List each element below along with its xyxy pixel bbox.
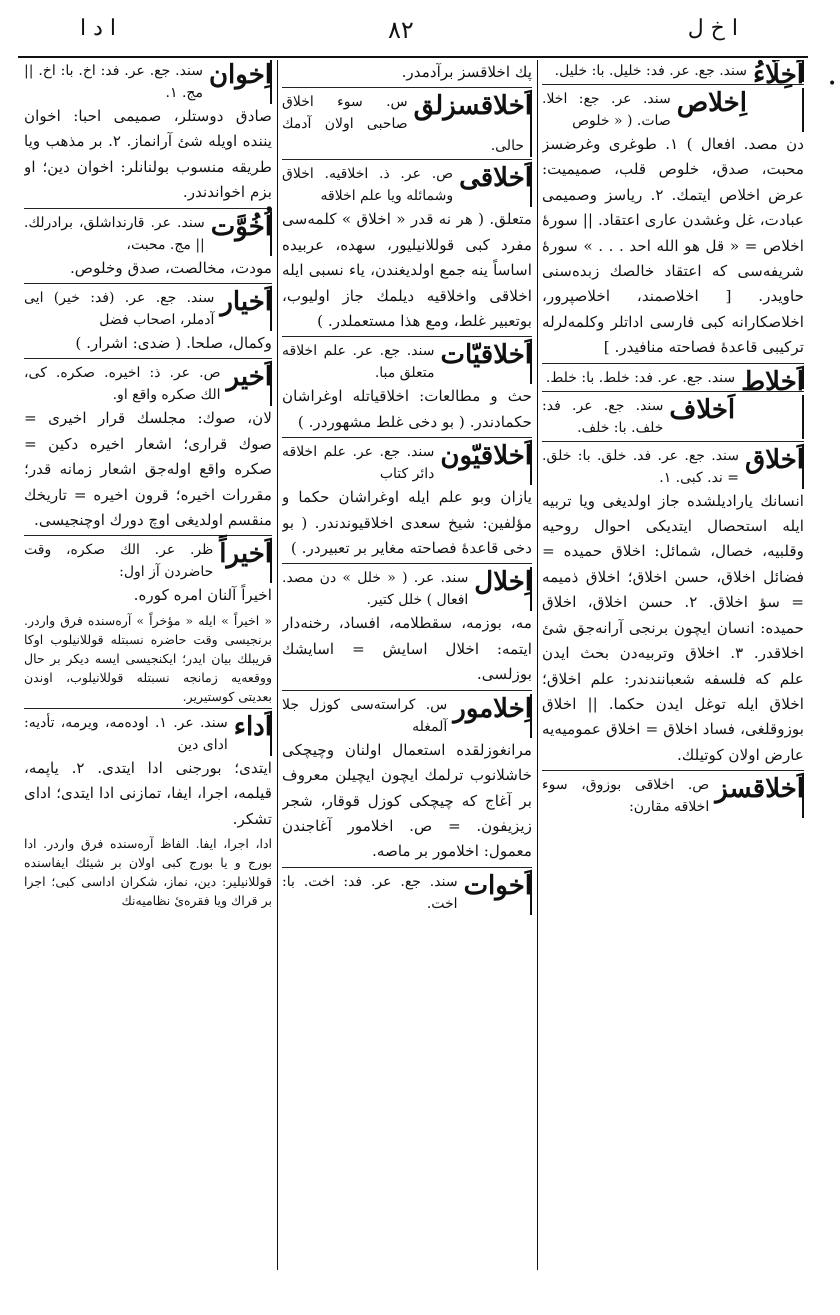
- entry-definition: اخيراً آلنان امره كوره.: [133, 586, 272, 605]
- page-header: [18, 6, 808, 58]
- dictionary-entry: [542, 395, 804, 442]
- dictionary-entry: [24, 712, 272, 912]
- entry-etymology: سند. جع. عر. فد: خلط. با: خلط.: [542, 367, 804, 389]
- entry-definition: ايتدى؛ بورجنى ادا ايتدى. ۲. ياپمه، قيلمه، اجرا، ايفا، تمازنى ادا ايتدى؛ اداى تشكر.: [24, 758, 272, 828]
- dictionary-entry: [282, 441, 532, 564]
- entry-etymology: ص. عر. ذ: اخيره. صكره. كى، الك صكره واقع او.: [24, 362, 272, 406]
- dictionary-entry: [282, 60, 532, 88]
- entry-etymology: سند. عر. ۱. اوده‌مه، ويرمه، تأديه: اداى دين: [24, 712, 272, 756]
- entry-definition: مه، بوزمه، سقطلامه، افساد، رخنه‌دار ايتمه: اخلال اسايش = اسايشك بوزلسى.: [282, 614, 532, 684]
- dictionary-entry: [282, 163, 532, 337]
- dictionary-entry: [542, 366, 804, 397]
- header-left-letters: ا د ا: [80, 16, 117, 41]
- entry-etymology: سند. جع. عر. علم اخلاقه دائر كتاب: [282, 441, 532, 485]
- entry-etymology: سند. جع. عر. (فد: خير) ايى آدملر، اصحاب فضل: [24, 287, 272, 331]
- entry-headword: اَخيار: [220, 287, 272, 318]
- entry-headword: اَخِلّاءُ: [752, 60, 804, 90]
- entry-headword: اَخلاقيّون: [440, 441, 532, 472]
- dictionary-entry: [24, 362, 272, 536]
- page-number: ۸۲: [388, 16, 414, 44]
- entry-etymology: ص. عر. ذ. اخلاقيه. اخلاق وشمائله ويا علم اخلاقه: [282, 163, 532, 207]
- dictionary-entry: [24, 287, 272, 359]
- column-left: [24, 60, 272, 1275]
- entry-etymology: سند. جع. عر. فد. خلق. با: خلق. = ند. كبى. ۱.: [542, 445, 804, 489]
- entry-etymology: سند. عر. قارنداشلق، برادرلك. || مج. محبت،: [24, 212, 272, 256]
- entry-headword: اِخلامور: [453, 693, 532, 724]
- entry-etymology: سند. عر. جع: اخلا. صات. ( « خلوص: [542, 88, 804, 132]
- entry-usage-note: « اخيراً » ايله « مؤخراً » آره‌سنده فرق واردر. برنجيسى وقت حاضره نسبتله قوللانيلوب اوكا قريبلك بيان ايدر؛ ايكنجيسى ايسه ديكر بر حال ووقعه‌يه زمانجه نسبتله قوللانيلوب، اوندن بعديتى كوستيرير.: [24, 612, 272, 704]
- dictionary-entry: [282, 91, 532, 160]
- entry-headword: اُخُوَّت: [210, 211, 272, 242]
- entry-etymology: ظر. عر. الك صكره، وقت حاضردن آز اول:: [24, 539, 272, 583]
- entry-definition: دن مصد. افعال ) ۱. طوغرى وغرضسز محبت، صدق، خلوص قلب، صميميت: عرض اخلاص ايتمك. ۲. رياسز وصميمى عبادت، غل وغشدن عارى اعتقاد. || سورۀ اخلاص = « قل هو الله احد . . . » سورۀ شريفه‌سى كه اعتقاد خالصك زبده‌سنى حاويدر. [ اخلاصمند، اخلاصپرور، اخلاصكارانه كبى فارسى اداتلر وكلمه‌لرله تركيبى قاعدۀ فصاحته منافيدر. ]: [542, 135, 804, 357]
- entry-headword: اِخلال: [474, 567, 532, 598]
- entry-headword: اَداء: [233, 711, 272, 742]
- entry-definition: پك اخلاقسز برآدمدر.: [401, 63, 532, 81]
- header-right-letters: ا خ ل: [687, 16, 738, 41]
- entry-headword: اَخلاقيّات: [440, 340, 532, 371]
- entry-etymology: سند. جع. عر. علم اخلاقه متعلق مبا.: [282, 340, 532, 384]
- dictionary-entry: [542, 774, 804, 820]
- entry-definition: صادق دوستلر، صميمى احبا: اخوان يننده اويله شئ آرانماز. ۲. بر مذهب ويا طريقه منسوب بولنانلر: اخوان دين؛ او بزم اخواندندر.: [24, 107, 272, 202]
- entry-definition: لان، صوك: مجلسك قرار اخيرى = صوك قرارى؛ اشعار اخيره دكين = صكره واقع اوله‌جق اشعار زمانه قدر؛ مقررات اخيره؛ قرون اخيره = تاريخك منقسم اولديغى اوچ دورك اوچنجيسى.: [24, 409, 272, 530]
- column-middle: [282, 60, 532, 1275]
- entry-usage-note: ادا، اجرا، ايفا. الفاظ آره‌سنده فرق واردر. ادا بورج و يا بورج كبى اولان بر شيئك ايفاسنده قوللانيلير: دين، نماز، شكران اداسى كبى؛ اجرا بر قراك ويا فقره‌ئ نظاميه‌نك: [24, 836, 272, 909]
- dictionary-entry: [282, 871, 532, 917]
- dictionary-entry: [282, 340, 532, 438]
- dictionary-entry: [282, 694, 532, 868]
- entry-definition: وكمال، صلحا. ( ضدى: اشرار. ): [75, 334, 272, 353]
- dictionary-entry: [542, 445, 804, 771]
- entry-etymology: س. سوء اخلاق صاحبى اولان آدمك حالى.: [282, 91, 532, 157]
- dictionary-entry: [24, 539, 272, 708]
- entry-headword: اَخلاط: [741, 366, 804, 397]
- entry-headword: اَخلاق: [745, 444, 804, 475]
- entry-definition: مودت، مخالصت، صدق وخلوص.: [69, 258, 272, 277]
- entry-headword: اَخير: [226, 362, 272, 393]
- column-right: [542, 60, 804, 1275]
- column-rule: [277, 60, 278, 1270]
- column-rule: [537, 60, 538, 1270]
- entry-etymology: سند. جع. عر. فد: خليل. با: خليل.: [542, 60, 804, 82]
- entry-etymology: سند. جع. عر. فد: خلف. با: خلف.: [542, 395, 804, 439]
- entry-headword: اَخوات: [463, 870, 532, 901]
- dictionary-entry: [542, 88, 804, 364]
- entry-headword: اِخوان: [208, 60, 272, 90]
- entry-definition: مرانغوزلقده استعمال اولنان وچيچكى خاشلانوب ترلمك ايچون ايچيلن معروف بر آغاج كه چيچكى كوزل قوقار، شجر زيزيفون. = ص. اخلامور آغاجندن معمول: اخلامور بر ماصه.: [282, 740, 532, 861]
- entry-definition: حث و مطالعات: اخلاقياتله اوغراشان حكمادندر. ( بو دخى غلط مشهوردر. ): [282, 387, 532, 431]
- entry-definition: يازان وبو علم ايله اوغراشان حكما و مؤلفين: شيخ سعدى اخلاقيوندندر. ( بو دخى قاعدۀ فصاحته مغاير بر تعبيردر. ): [282, 488, 532, 558]
- entry-headword: اَخلاقسز: [715, 774, 804, 805]
- entry-etymology: سند. عر. ( « خلل » دن مصد. افعال ) خلل كتير.: [282, 567, 532, 611]
- entry-etymology: سند. جع. عر. فد: اخت. با: اخت.: [282, 871, 532, 915]
- dictionary-entry: [542, 60, 804, 90]
- entry-headword: اِخلاص: [676, 88, 747, 118]
- entry-headword: اَخلاقسزلق: [413, 91, 532, 122]
- dictionary-entry: [24, 60, 272, 209]
- dictionary-entry: [282, 567, 532, 690]
- entry-etymology: سند. جع. عر. فد: اخ. با: اخ. || مج. ۱.: [24, 60, 272, 104]
- entry-headword: اَخلاقى: [459, 163, 532, 194]
- entry-headword: اَخيراً: [219, 539, 272, 570]
- entry-etymology: ص. اخلاقى بوزوق، سوء اخلاقه مقارن:: [542, 774, 804, 818]
- entry-definition: متعلق. ( هر نه قدر « اخلاق » كلمه‌سى مفرد كبى قوللانيليور، سهده، عربيده اساساً ينه جمع اولديغندن، ياء نسبى ايله اخلاقى واخلاقيه ديلمك جاز اوليوب، بوتعبير غلط، ومع هذا مستعملدر. ): [282, 210, 532, 331]
- dictionary-entry: [24, 212, 272, 284]
- entry-definition: انسانك ياراديلشده جاز اولديغى ويا تربيه ايله استحصال ايتديكى احوال روحيه وقلبيه، خصال، شمائل: اخلاق حميده = فضائل اخلاق، حسن اخلاق؛ اخلاق ذميمه = سؤ اخلاق. ۲. حسن اخلاق، اخلاق حميده: انسان ايچون برنجى آرانه‌جق شئ اخلاقدر. ۳. اخلاق وتربيه‌دن بحث ايدن علم كه فلسفه شعبانندندر: علم اخلاق؛ اخلاق ايله توغل ايدن حكما. || اخلاق بوزوقلغى، فساد اخلاق = اخلاق عموميه‌يه عارض اولان كوتيلك.: [542, 491, 804, 764]
- entry-headword: اَخلاف: [669, 394, 736, 425]
- entry-etymology: س. كراسته‌سى كوزل جلا آلمغله: [282, 694, 532, 738]
- margin-mark: •: [828, 76, 837, 92]
